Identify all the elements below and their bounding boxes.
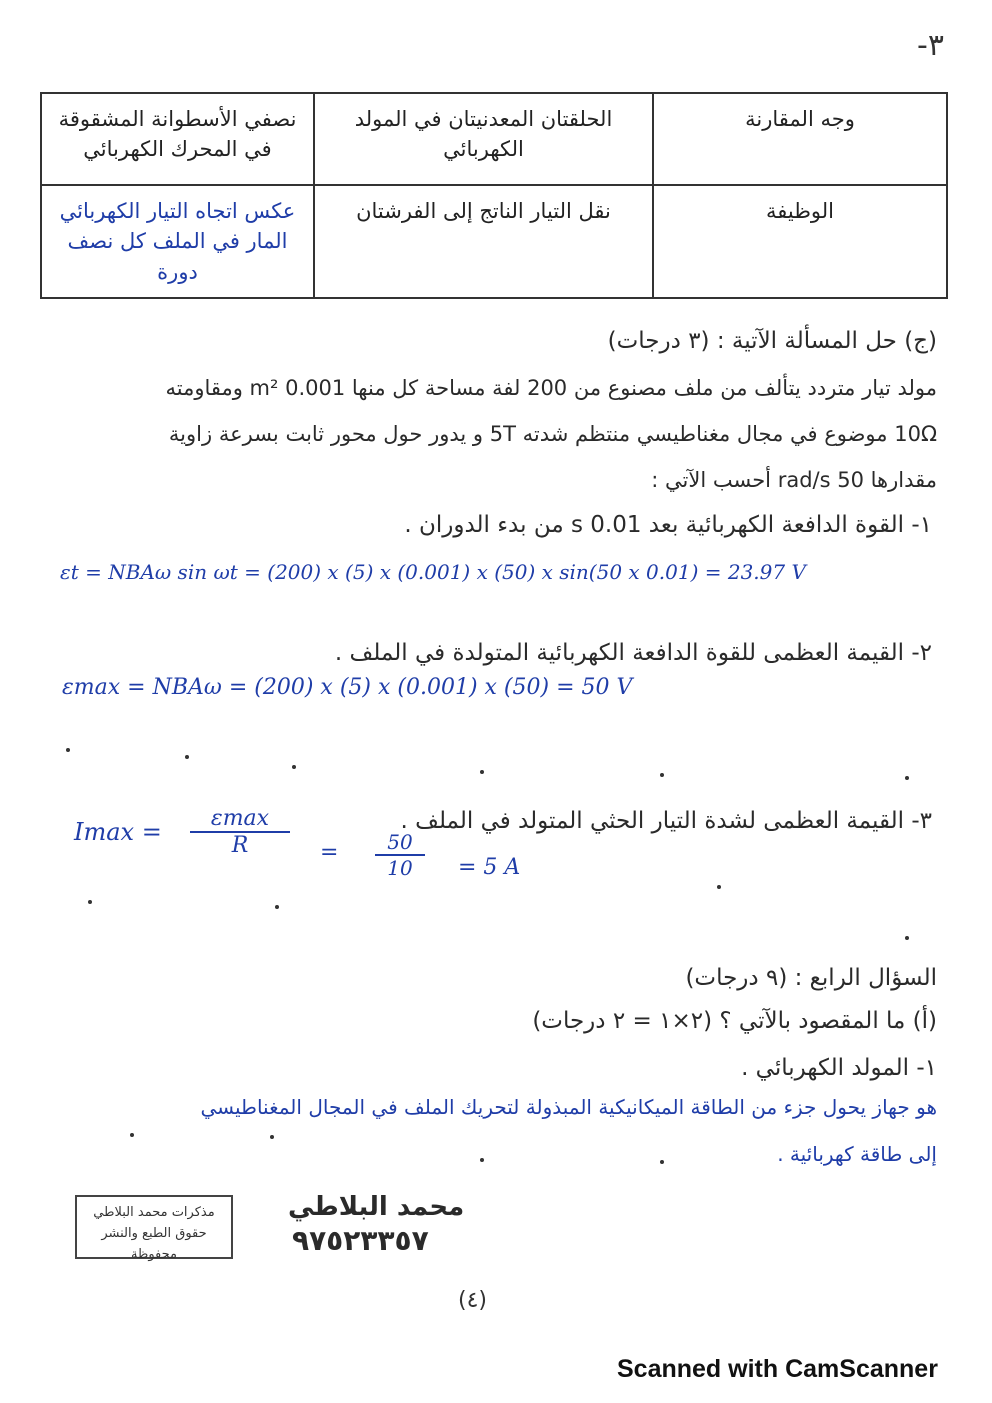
margin-dot [270,1135,274,1139]
problem-title: (ج) حل المسألة الآتية : (٣ درجات) [607,328,937,354]
header-aspect-text: وجه المقارنة [745,107,855,131]
row-split-ring-text: عكس اتجاه التيار الكهربائي المار في الملف كل نصف دورة [59,199,296,284]
author-phone: ٩٧٥٢٣٣٥٧ [292,1224,429,1257]
margin-dot [275,905,279,909]
table-header-row [41,93,947,185]
stamp-line-1: مذكرات محمد البلاطي [93,1205,215,1220]
fraction-numerator-2: 50 [387,830,413,854]
margin-dot [66,748,70,752]
margin-dot [480,1158,484,1162]
question-4-part-a: (أ) ما المقصود بالآتي ؟ (٢×١ = ٢ درجات) [532,1008,937,1034]
header-aspect [653,93,947,185]
problem-line-1: مولد تيار متردد يتألف من ملف مصنوع من 200 لفة مساحة كل منها 0.001 m² ومقاومته [165,376,937,400]
author-name: محمد البلاطي [288,1192,465,1222]
margin-dot [292,765,296,769]
margin-dot [480,770,484,774]
margin-dot [660,773,664,777]
question-1: ١- القوة الدافعة الكهربائية بعد 0.01 s من بدء الدوران . [404,512,932,538]
comparison-table [40,92,948,299]
problem-line-3: مقدارها 50 rad/s أحسب الآتي : [651,468,937,492]
fraction-denominator-2: 10 [387,856,413,880]
answer-1: εt = NBAω sin ωt = (200) x (5) x (0.001) x (50) x sin(50 x 0.01) = 23.97 V [60,560,806,584]
question-3: ٣- القيمة العظمى لشدة التيار الحثي المتولد في الملف . [400,808,932,834]
row-slip-rings [314,185,653,298]
fraction-emax-over-r [190,806,290,858]
question-4-answer-1: هو جهاز يحول جزء من الطاقة الميكانيكية المبذولة لتحريك الملف في المجال المغناطيسي [200,1095,937,1119]
row-aspect-text: الوظيفة [765,199,834,223]
problem-line-2: 10Ω موضوع في مجال مغناطيسي منتظم شدته 5T و يدور حول محور ثابت بسرعة زاوية [168,422,937,446]
fraction-denominator: R [231,833,249,858]
margin-dot [660,1160,664,1164]
margin-dot [185,755,189,759]
question-4-item-1: ١- المولد الكهربائي . [741,1055,937,1081]
copyright-stamp [75,1195,233,1262]
margin-dot [130,1133,134,1137]
question-4-answer-1-cont: إلى طاقة كهربائية . [777,1142,937,1166]
fraction-numerator: εmax [210,806,270,831]
row-slip-rings-text: نقل التيار الناتج إلى الفرشتان [356,199,611,223]
header-split-ring-text: نصفي الأسطوانة المشقوقة في المحرك الكهربائي [58,107,297,162]
footer-page-number: (٤) [458,1288,488,1313]
margin-dot [88,900,92,904]
answer-3-result: = 5 A [458,855,521,880]
answer-3-equals: = [320,840,339,865]
margin-dot [717,885,721,889]
stamp-line-2: حقوق الطبع والنشر محفوظة [101,1225,207,1262]
table-row [41,185,947,298]
row-aspect [653,185,947,298]
header-slip-rings [314,93,653,185]
header-split-ring [41,93,314,185]
page-number: -٣ [917,28,944,63]
row-split-ring [41,185,314,298]
answer-2: εmax = NBAω = (200) x (5) x (0.001) x (50) = 50 V [62,675,633,700]
answer-3-lhs: Imax = [74,818,162,846]
margin-dot [905,776,909,780]
question-2: ٢- القيمة العظمى للقوة الدافعة الكهربائية المتولدة في الملف . [334,640,932,666]
scanner-watermark: Scanned with CamScanner [617,1355,938,1383]
margin-dot [905,936,909,940]
fraction-50-over-10 [375,830,425,880]
header-slip-rings-text: الحلقتان المعدنيتان في المولد الكهربائي [354,107,613,162]
question-4-title: السؤال الرابع : (٩ درجات) [685,965,937,991]
